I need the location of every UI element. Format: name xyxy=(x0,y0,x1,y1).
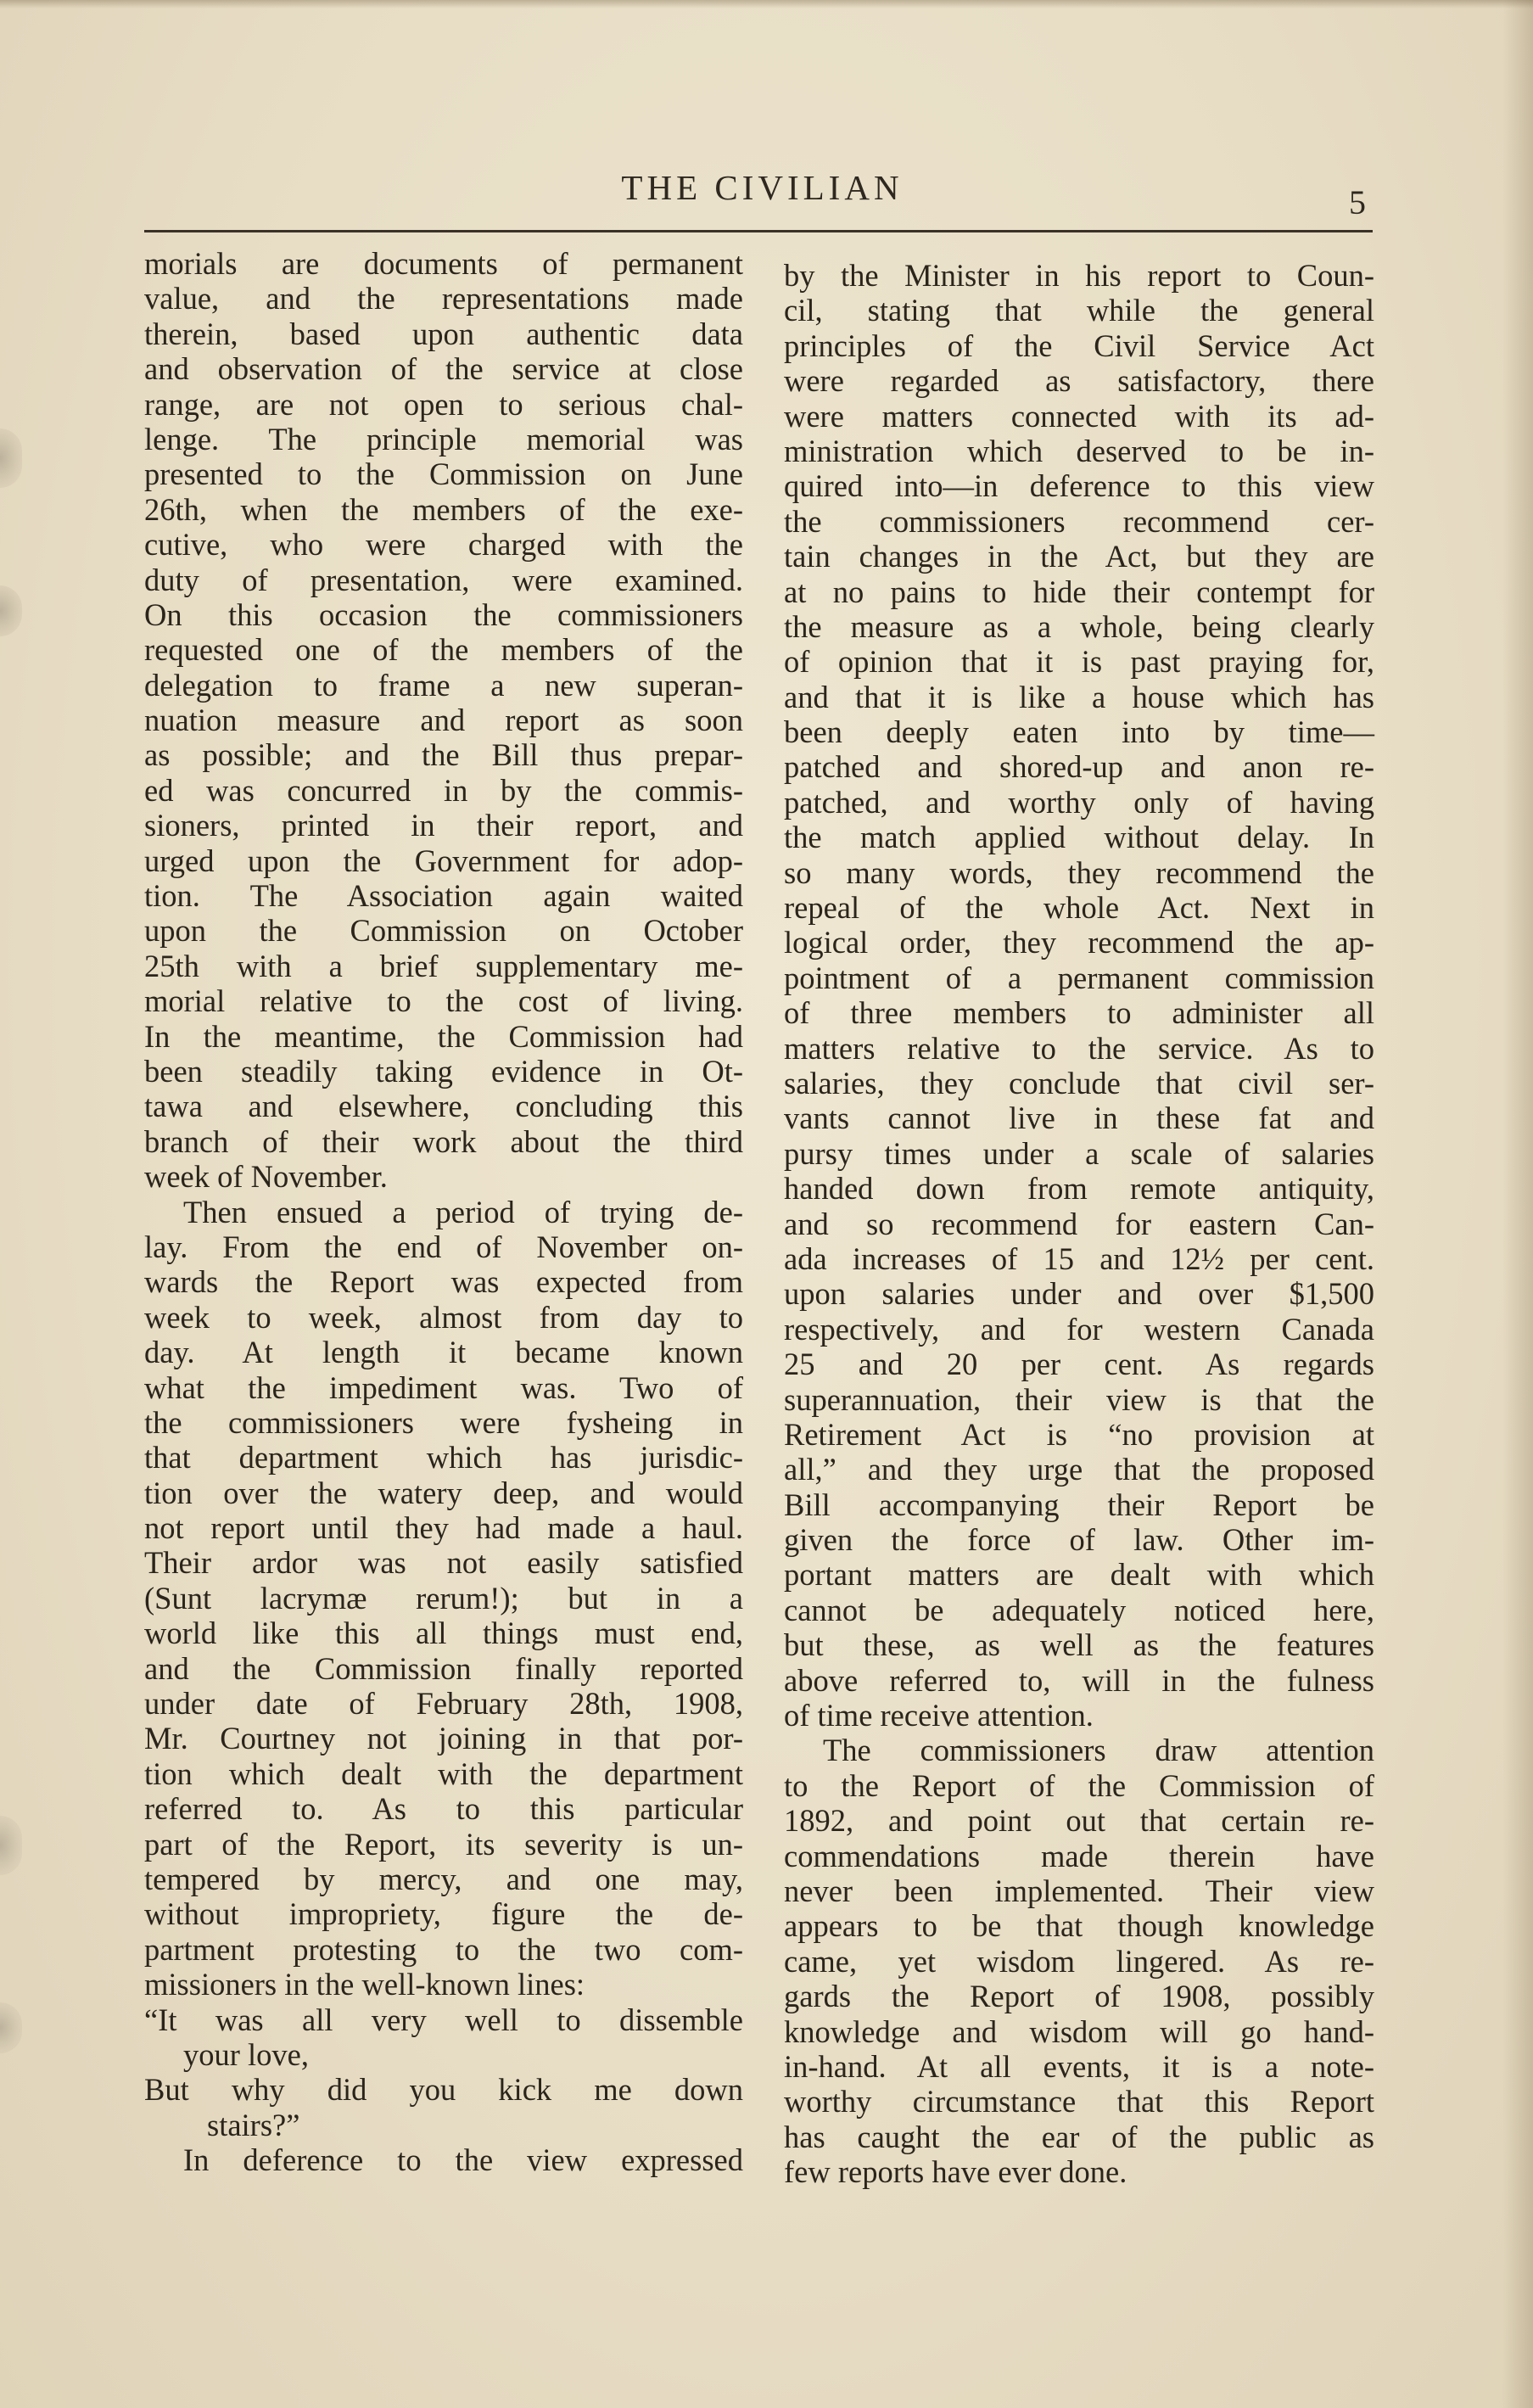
left-text-column xyxy=(144,246,743,2177)
text-line: logical order, they recommend the ap- xyxy=(784,925,1374,960)
text-line: nuation measure and report as soon xyxy=(144,703,743,738)
text-line: appears to be that though knowledge xyxy=(784,1908,1374,1944)
text-line: cutive, who were charged with the xyxy=(144,527,743,563)
text-line: “It was all very well to dissemble xyxy=(144,2002,743,2037)
text-line: week of November. xyxy=(144,1159,388,1195)
text-line: principles of the Civil Service Act xyxy=(784,328,1374,363)
text-line: range, are not open to serious chal- xyxy=(144,386,743,422)
running-header xyxy=(0,167,1533,208)
text-line: upon the Commission on October xyxy=(144,913,743,949)
text-line: been deeply eaten into by time— xyxy=(784,714,1374,750)
text-line: were regarded as satisfactory, there xyxy=(784,363,1374,399)
text-line: pointment of a permanent commission xyxy=(784,960,1374,995)
text-line: sioners, printed in their report, and xyxy=(144,808,743,843)
text-line: Mr. Courtney not joining in that por- xyxy=(144,1721,743,1756)
text-line: wards the Report was expected from xyxy=(144,1264,743,1300)
text-line: salaries, they conclude that civil ser- xyxy=(784,1065,1374,1100)
text-line: worthy circumstance that this Report xyxy=(784,2084,1374,2120)
text-line: urged upon the Government for adop- xyxy=(144,843,743,878)
text-line: 26th, when the members of the exe- xyxy=(144,491,743,527)
text-line: by the Minister in his report to Coun- xyxy=(784,258,1374,293)
text-line: ed was concurred in by the commis- xyxy=(144,772,743,808)
text-line: 25th with a brief supplementary me- xyxy=(144,948,743,983)
text-line: Bill accompanying their Report be xyxy=(784,1487,1374,1522)
text-line: so many words, they recommend the xyxy=(784,854,1374,890)
text-line: few reports have ever done. xyxy=(784,2154,1127,2190)
text-line: given the force of law. Other im- xyxy=(784,1522,1374,1558)
text-line: the measure as a whole, being clearly xyxy=(784,608,1374,644)
text-line: The commissioners draw attention xyxy=(823,1733,1374,1768)
text-line: and that it is like a house which has xyxy=(784,679,1374,714)
text-line: tion. The Association again waited xyxy=(144,878,743,914)
text-line: that department which has jurisdic- xyxy=(144,1440,743,1476)
text-line: superannuation, their view is that the xyxy=(784,1381,1374,1417)
text-line: the commissioners recommend cer- xyxy=(784,503,1374,539)
text-line: been steadily taking evidence in Ot- xyxy=(144,1053,743,1089)
text-line: tawa and elsewhere, concluding this xyxy=(144,1089,743,1124)
text-line: delegation to frame a new superan- xyxy=(144,667,743,703)
text-line: without impropriety, figure the de- xyxy=(144,1896,743,1932)
text-line: never been implemented. Their view xyxy=(784,1873,1374,1908)
text-line: handed down from remote antiquity, xyxy=(784,1171,1374,1207)
text-line: portant matters are dealt with which xyxy=(784,1557,1374,1593)
text-line: matters relative to the service. As to xyxy=(784,1030,1374,1066)
text-line: tion over the watery deep, and would xyxy=(144,1475,743,1510)
text-line: cannot be adequately noticed here, xyxy=(784,1592,1374,1627)
text-line: respectively, and for western Canada xyxy=(784,1311,1374,1347)
right-text-column xyxy=(784,258,1374,2189)
text-line: Their ardor was not easily satisfied xyxy=(144,1545,743,1581)
text-line: part of the Report, its severity is un- xyxy=(144,1826,743,1862)
text-line: 25 and 20 per cent. As regards xyxy=(784,1347,1374,1382)
text-line: ministration which deserved to be in- xyxy=(784,433,1374,468)
text-line: knowledge and wisdom will go hand- xyxy=(784,2013,1374,2049)
text-line: above referred to, will in the fulness xyxy=(784,1662,1374,1698)
text-line: as possible; and the Bill thus prepar- xyxy=(144,737,743,773)
text-line: missioners in the well-known lines: xyxy=(144,1967,585,2002)
text-line: to the Report of the Commission of xyxy=(784,1767,1374,1803)
text-line: but these, as well as the features xyxy=(784,1627,1374,1663)
text-line: value, and the representations made xyxy=(144,281,743,316)
text-line: of three members to administer all xyxy=(784,995,1374,1031)
text-line: world like this all things must end, xyxy=(144,1616,743,1651)
text-line: referred to. As to this particular xyxy=(144,1791,743,1827)
text-line: not report until they had made a haul. xyxy=(144,1510,743,1546)
page-top-edge-shadow xyxy=(0,0,1533,8)
text-line: the commissioners were fysheing in xyxy=(144,1404,743,1440)
text-line: and so recommend for eastern Can- xyxy=(784,1206,1374,1241)
text-line: Then ensued a period of trying de- xyxy=(183,1194,743,1229)
text-line: commendations made therein have xyxy=(784,1838,1374,1873)
text-line: branch of their work about the third xyxy=(144,1123,743,1159)
text-line: upon salaries under and over $1,500 xyxy=(784,1276,1374,1312)
text-line: week to week, almost from day to xyxy=(144,1299,743,1335)
text-line: day. At length it became known xyxy=(144,1335,743,1370)
text-line: morial relative to the cost of living. xyxy=(144,983,743,1019)
text-line: stairs?” xyxy=(207,2107,300,2142)
text-line: under date of February 28th, 1908, xyxy=(144,1686,743,1722)
text-line: what the impediment was. Two of xyxy=(144,1369,743,1405)
text-line: gards the Report of 1908, possibly xyxy=(784,1979,1374,2014)
text-line: requested one of the members of the xyxy=(144,632,743,668)
text-line: your love, xyxy=(183,2036,309,2072)
text-line: patched and shored-up and anon re- xyxy=(784,749,1374,785)
text-line: the match applied without delay. In xyxy=(784,820,1374,855)
text-line: all,” and they urge that the proposed xyxy=(784,1452,1374,1487)
text-line: patched, and worthy only of having xyxy=(784,784,1374,820)
text-line: tempered by mercy, and one may, xyxy=(144,1861,743,1896)
text-line: cil, stating that while the general xyxy=(784,293,1374,328)
text-line: duty of presentation, were examined. xyxy=(144,562,743,597)
text-line: therein, based upon authentic data xyxy=(144,316,743,351)
text-line: and observation of the service at close xyxy=(144,351,743,387)
text-line: morials are documents of permanent xyxy=(144,246,743,281)
text-line: partment protesting to the two com- xyxy=(144,1931,743,1967)
text-line: presented to the Commission on June xyxy=(144,456,743,492)
header-rule xyxy=(144,230,1373,232)
text-line: (Sunt lacrymæ rerum!); but in a xyxy=(144,1580,743,1616)
text-line: and the Commission finally reported xyxy=(144,1650,743,1686)
text-line: tain changes in the Act, but they are xyxy=(784,539,1374,574)
text-line: at no pains to hide their contempt for xyxy=(784,574,1374,609)
text-line: vants cannot live in these fat and xyxy=(784,1100,1374,1136)
publication-title: THE CIVILIAN xyxy=(621,168,904,207)
text-line: has caught the ear of the public as xyxy=(784,2119,1374,2154)
text-line: pursy times under a scale of salaries xyxy=(784,1135,1374,1171)
text-line: lenge. The principle memorial was xyxy=(144,421,743,456)
text-line: in-hand. At all events, it is a note- xyxy=(784,2048,1374,2084)
page-number: 5 xyxy=(1349,183,1366,221)
text-line: ada increases of 15 and 12½ per cent. xyxy=(784,1240,1374,1276)
text-line: In deference to the view expressed xyxy=(183,2142,743,2178)
text-line: were matters connected with its ad- xyxy=(784,398,1374,434)
text-line: 1892, and point out that certain re- xyxy=(784,1803,1374,1839)
page-right-edge-shadow xyxy=(1502,0,1533,2408)
text-line: Retirement Act is “no provision at xyxy=(784,1416,1374,1452)
text-line: tion which dealt with the department xyxy=(144,1756,743,1791)
text-line: of opinion that it is past praying for, xyxy=(784,644,1374,680)
text-line: repeal of the whole Act. Next in xyxy=(784,890,1374,926)
text-line: came, yet wisdom lingered. As re- xyxy=(784,1943,1374,1979)
text-line: lay. From the end of November on- xyxy=(144,1229,743,1264)
text-line: of time receive attention. xyxy=(784,1698,1094,1733)
text-line: On this occasion the commissioners xyxy=(144,596,743,632)
text-line: But why did you kick me down xyxy=(144,2072,743,2108)
text-line: quired into—in deference to this view xyxy=(784,468,1374,504)
text-line: In the meantime, the Commission had xyxy=(144,1018,743,1054)
